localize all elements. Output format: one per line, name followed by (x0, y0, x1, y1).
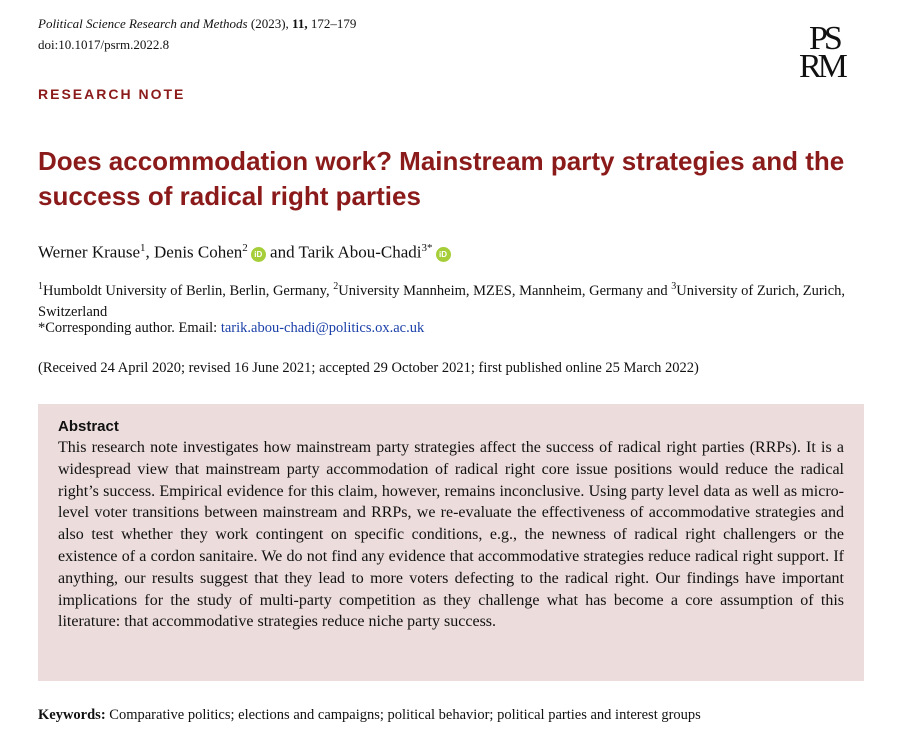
journal-year: (2023), (250, 16, 289, 31)
author-list (38, 236, 451, 265)
publication-dates: (Received 24 April 2020; revised 16 June 2021; accepted 29 October 2021; first published online 25 March 2022) (38, 360, 699, 376)
journal-volume: 11, (292, 16, 308, 31)
email-link[interactable]: tarik.abou-chadi@politics.ox.ac.uk (220, 320, 425, 336)
author-affil-sup: 3* (421, 242, 433, 254)
author-name[interactable]: Werner Krause (38, 242, 140, 262)
affiliation: University of Zurich, Zurich, Switzerland (38, 282, 845, 320)
orcid-icon[interactable]: iD (436, 247, 451, 262)
orcid-icon[interactable]: iD (251, 247, 266, 262)
affil-sup: 1 (38, 281, 43, 292)
journal-name: Political Science Research and Methods (38, 16, 248, 31)
keywords-text: Comparative politics; elections and campaigns; political behavior; political parties and interest groups (105, 707, 701, 723)
author-name[interactable]: Tarik Abou-Chadi (298, 242, 422, 262)
author-and: and (270, 242, 295, 262)
article-type: RESEARCH NOTE (38, 86, 186, 102)
doi: doi:10.1017/psrm.2022.8 (38, 37, 170, 52)
corresponding-label: *Corresponding author. Email: (38, 320, 221, 336)
psrm-logo (797, 22, 867, 84)
keywords (38, 705, 701, 726)
affiliations (38, 276, 878, 323)
article-title: Does accommodation work? Mainstream party strategies and the success of radical right parties (38, 146, 845, 211)
author-affil-sup: 1 (140, 242, 146, 254)
author-affil-sup: 2 (242, 242, 248, 254)
corresponding-author (38, 318, 424, 339)
journal-pages: 172–179 (310, 16, 357, 31)
affil-sup: 2 (333, 281, 339, 292)
logo-bottom: RM (799, 48, 844, 85)
keywords-label: Keywords: (38, 707, 106, 723)
affil-sup: 3 (671, 281, 677, 292)
author-separator: , (145, 242, 150, 262)
journal-citation (38, 14, 356, 34)
affiliation: Humboldt University of Berlin, Berlin, Germany, (43, 282, 334, 299)
abstract-text: This research note investigates how mainstream party strategies affect the success of radical right parties (RRPs). It is a widespread view that mainstream party accommodation of radical right core issue positions would reduce the radical right’s success. Empirical evidence for this claim, however, remains inconclusive. Using party level data as well as micro-level voter transitions between mainstream and RRPs, we re-evaluate the effectiveness of accommodative strategies and also test whether they work contingent on specific conditions, e.g., the newness of radical right challengers or the existence of a cordon sanitaire. We do not find any evidence that accommodative strategies reduce radical right support. If anything, our results suggest that they lead to more voters defecting to the radical right. Our findings have important implications for the study of multi-party competition as they challenge what has become a core assumption of this literature: that accommodative strategies reduce niche party success. (58, 439, 844, 631)
abstract-heading: Abstract (58, 418, 119, 435)
logo-top: PS (809, 20, 839, 57)
abstract-box (38, 404, 864, 681)
affiliation: University Mannheim, MZES, Mannheim, Germany and (338, 282, 672, 299)
author-name[interactable]: Denis Cohen (154, 242, 243, 262)
